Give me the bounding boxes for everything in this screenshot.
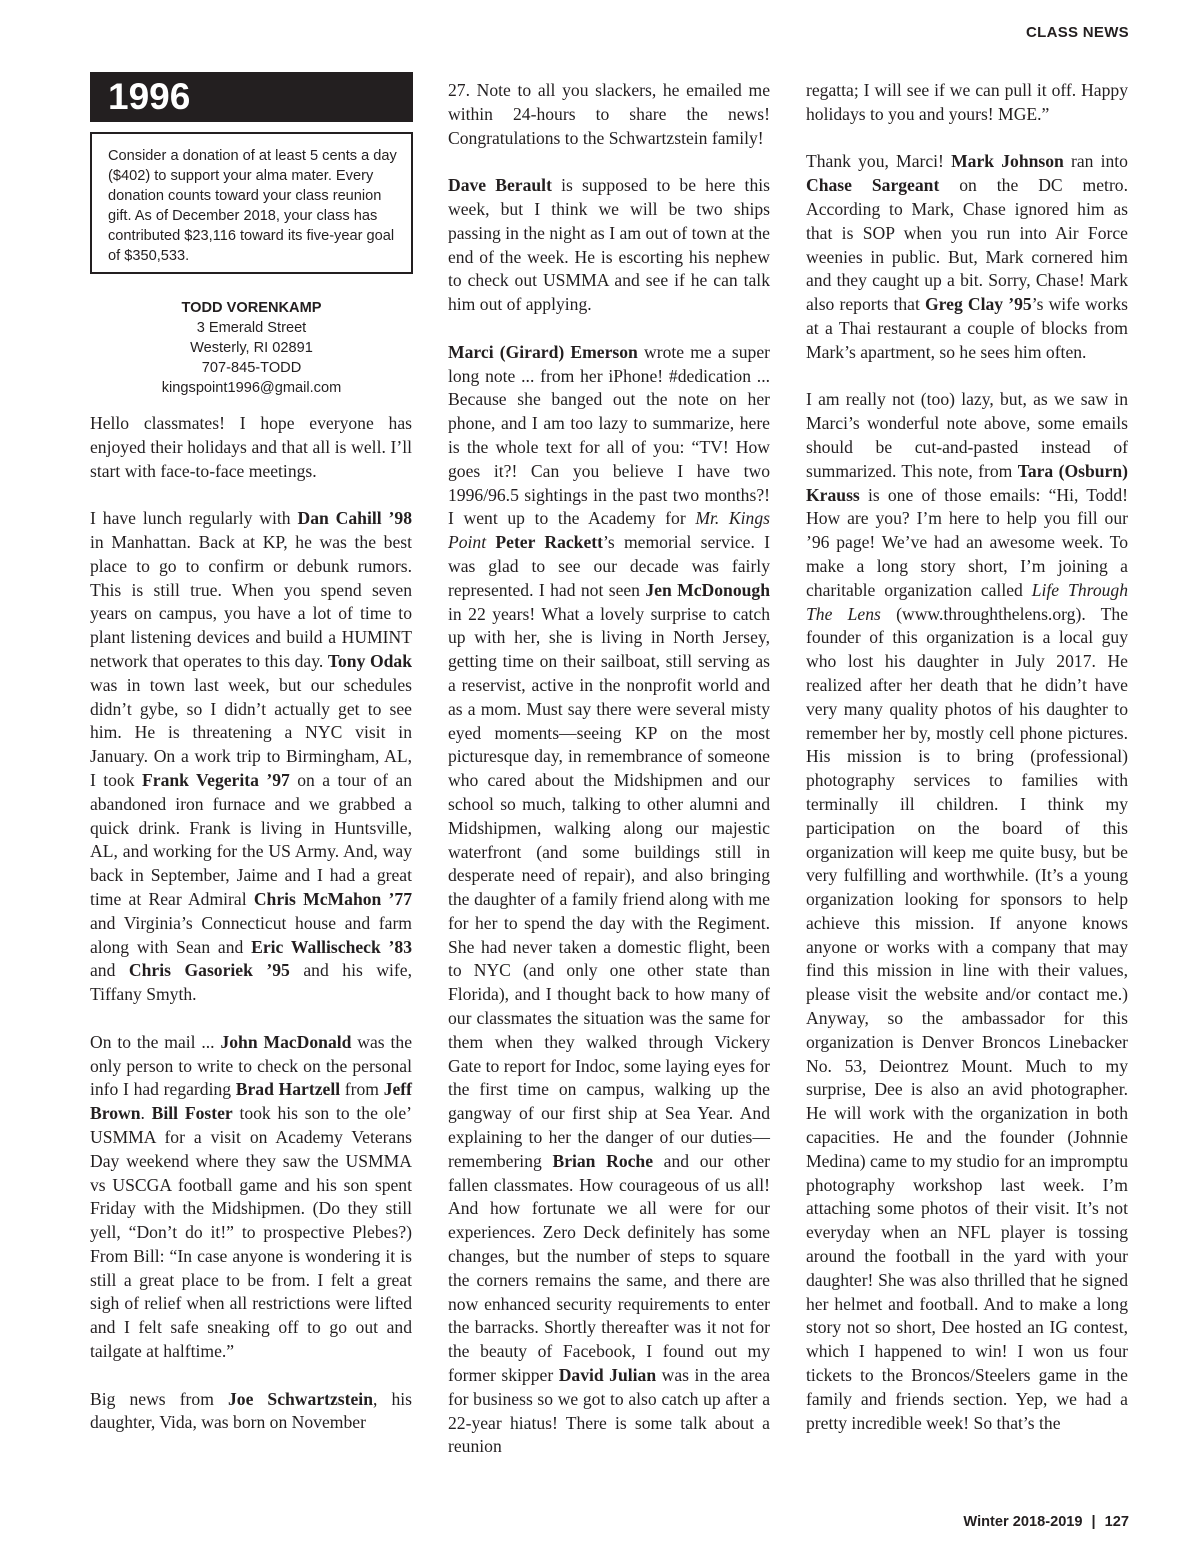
article-paragraph: Dave Berault is supposed to be here this week, but I think we will be two ships passing in the night as I am out of town at the end of the week. He is escorting his nephew to check out USMMA and see if he can talk him out of applying.: [448, 175, 770, 315]
contact-street: 3 Emerald Street: [196, 320, 307, 336]
article-paragraph: I have lunch regularly with Dan Cahill ’98 in Manhattan. Back at KP, he was the best place to go to confirm or debunk rumors. This is still true. When you spend seven years on campus, you have a lot of time to plant listening devices and build a HUMINT network that operates to this day. Tony Odak was in town last week, but our schedules didn’t gybe, so I didn’t actually get to see him. He is threatening a NYC visit in January. On a work trip to Birmingham, AL, I took Frank Vegerita ’97 on a tour of an abandoned iron furnace and we grabbed a quick drink. Frank is living in Huntsville, AL, and working for the US Army. And, way back in September, Jaime and I had a great time at Rear Admiral Chris McMahon ’77 and Virginia’s Connecticut house and farm along with Sean and Eric Wallischeck ’83 and Chris Gasoriek ’95 and his wife, Tiffany Smyth.: [90, 508, 413, 1005]
person-name: Tara (Osburn) Krauss: [806, 460, 1129, 505]
person-name: Frank Vegerita ’97: [142, 769, 290, 790]
class-year-heading: 1996: [90, 72, 413, 122]
article-paragraph: regatta; I will see if we can pull it off. Happy holidays to you and yours! MGE.”: [806, 80, 1128, 124]
title-italic: Life Through The Lens: [806, 579, 1129, 624]
person-name: Joe Schwartzstein: [227, 1388, 373, 1409]
article-column-3: [806, 79, 1128, 1435]
person-name: Chris McMahon ’77: [253, 888, 413, 909]
person-name: John MacDonald: [220, 1031, 352, 1052]
person-name: Chase Sargeant: [806, 175, 940, 196]
person-name: Dave Berault: [448, 175, 552, 196]
article-paragraph: Hello classmates! I hope everyone has enjoyed their holidays and that all is well. I’ll start with face-to-face meetings.: [90, 413, 412, 481]
class-secretary-contact: [90, 298, 413, 398]
article-column-2: [448, 79, 770, 1459]
contact-name: TODD VORENKAMP: [181, 300, 322, 316]
article-paragraph: On to the mail ... John MacDonald was the only person to write to check on the personal info I had regarding Brad Hartzell from Jeff Brown. Bill Foster took his son to the ole’ USMMA for a visit on Academy Veterans Day weekend where they saw the USMMA vs USCGA football game and his son spent Friday with the Midshipmen. (Do they still yell, “Don’t do it!” to prospective Plebes?) From Bill: “In case anyone is wondering it is still a great place to be from. I felt a great sigh of relief when all restrictions were lifted and I felt safe sneaking off to go out and tailgate at halftime.”: [90, 1031, 413, 1362]
page-number: 127: [1104, 1514, 1129, 1530]
contact-phone: 707-845-TODD: [201, 360, 302, 376]
article-paragraph: Thank you, Marci! Mark Johnson ran into Chase Sargeant on the DC metro. According to Mark, Chase ignored him as that is SOP when you run into Air Force weenies in public. But, Mark cornered him and they caught up a bit. Sorry, Chase! Mark also reports that Greg Clay ’95’s wife works at a Thai restaurant a couple of blocks from Mark’s apartment, so he sees him often.: [806, 151, 1128, 362]
person-name: Jen McDonough: [645, 579, 770, 600]
person-name: Jeff Brown: [90, 1079, 413, 1124]
person-name: Chris Gasoriek ’95: [128, 960, 290, 981]
title-italic: Mr. Kings Point: [448, 508, 770, 553]
person-name: Marci (Girard) Emerson: [448, 341, 638, 362]
person-name: Peter Rackett: [495, 532, 603, 553]
person-name: Bill Foster: [151, 1103, 233, 1124]
article-paragraph: I am really not (too) lazy, but, as we saw in Marci’s wonderful note above, some emails should be cut-and-pasted instead of summarized. This note, from Tara (Osburn) Krauss is one of those emails: “Hi, Todd! How are you? I’m here to help you fill our ’96 page! We’ve had an awesome week. To make a long story short, I’m joining a charitable organization called Life Through The Lens (www.throughthelens.org). The founder of this organization is a local guy who lost his daughter in July 2017. He realized after her death that he didn’t have very many quality photos of his daughter to remember her by, mostly cell phone pictures. His mission is to bring (professional) photography services to families with terminally ill children. I think my participation on the board of this organization will keep me quite busy, but be very fulfilling and worthwhile. (It’s a young organization looking for sponsors to help achieve this mission. If anyone knows anyone or works with a company that may find this mission in line with their values, please visit the website and/or contact me.) Anyway, so the ambassador for this organization is Denver Broncos Linebacker No. 53, Deiontrez Mount. Much to my surprise, Dee is also an avid photographer. He will work with the organization in both capacities. He and the founder (Johnnie Medina) came to my studio for an impromptu photography workshop last week. I’m attaching some photos of their visit. It’s not everyday when an NFL player is tossing around the football in the yard with your daughter! She was also thrilled that he signed her helmet and football. And to make a long story not so short, Dee hosted an IG contest, which I happened to win! I won us four tickets to the Broncos/Steelers game in the family and friends section. Yep, we had a pretty incredible week! So that’s the: [806, 389, 1129, 1433]
person-name: Tony Odak: [327, 650, 412, 671]
person-name: Eric Wallischeck ’83: [251, 936, 413, 957]
person-name: Brian Roche: [552, 1150, 654, 1171]
footer-separator: |: [1091, 1514, 1096, 1530]
contact-city: Westerly, RI 02891: [190, 340, 313, 356]
person-name: David Julian: [558, 1365, 657, 1386]
issue-label: Winter 2018-2019: [963, 1514, 1083, 1530]
article-paragraph: Big news from Joe Schwartzstein, his daughter, Vida, was born on November: [90, 1388, 412, 1433]
person-name: Brad Hartzell: [235, 1079, 341, 1100]
donation-text: Consider a donation of at least 5 cents a day ($402) to support your alma mater. Every donation counts toward your class reunion gift. As of December 2018, your class has contributed $23,116 toward its five-year goal of $350,533.: [108, 148, 397, 264]
article-paragraph: Marci (Girard) Emerson wrote me a super long note ... from her iPhone! #dedication ... Because she banged out the note on her phone, and I am too lazy to summarize, here is the whole text for all of you: “TV! How goes it?! Can you believe I have two 1996/96.5 sightings in the past two months?! I went up to the Academy for Mr. Kings Point Peter Rackett’s memorial service. I was glad to see our decade was fairly represented. I had not seen Jen McDonough in 22 years! What a lovely surprise to catch up with her, she is living in North Jersey, getting time on their sailboat, still serving as a reservist, active in the nonprofit world and as a mom. Must say there were several misty eyed moments—seeing KP on the most picturesque day, in remembrance of someone who cared about the Midshipmen and our school so much, talking to other alumni and Midshipmen, walking along our majestic waterfront (and some buildings still in desperate need of repair), and also bringing the daughter of a family friend along with me for her to spend the day with the Regiment. She had never taken a domestic flight, been to NYC (and only one other state than Florida), and I thought back to how many of our classmates the situation was the same for them when they walked through Vickery Gate to report for Indoc, some laying eyes for the first time on campus, walking up the gangway of our first ship at Sea Year. And explaining to her the danger of our duties—remembering Brian Roche and our other fallen classmates. How courageous of us all! And how fortunate we all were for our experiences. Zero Deck definitely has some changes, but the number of steps to square the corners remains the same, and there are now enhanced security requirements to enter the barracks. Shortly thereafter was it not for the beauty of Facebook, I found out my former skipper David Julian was in the area for business so we got to also catch up after a 22-year hiatus! There is some talk about a reunion: [448, 341, 771, 1457]
article-paragraph: 27. Note to all you slackers, he emailed me within 24-hours to share the news! Congratulations to the Schwartzstein family!: [448, 80, 770, 148]
donation-callout: [90, 132, 413, 274]
article-column-1: [90, 412, 412, 1435]
person-name: Greg Clay ’95: [925, 294, 1032, 315]
person-name: Dan Cahill ’98: [297, 508, 412, 529]
contact-email: kingspoint1996@gmail.com: [161, 380, 342, 396]
page-footer: [963, 1514, 1129, 1530]
person-name: Mark Johnson: [951, 151, 1064, 172]
section-header: CLASS NEWS: [1025, 24, 1129, 41]
